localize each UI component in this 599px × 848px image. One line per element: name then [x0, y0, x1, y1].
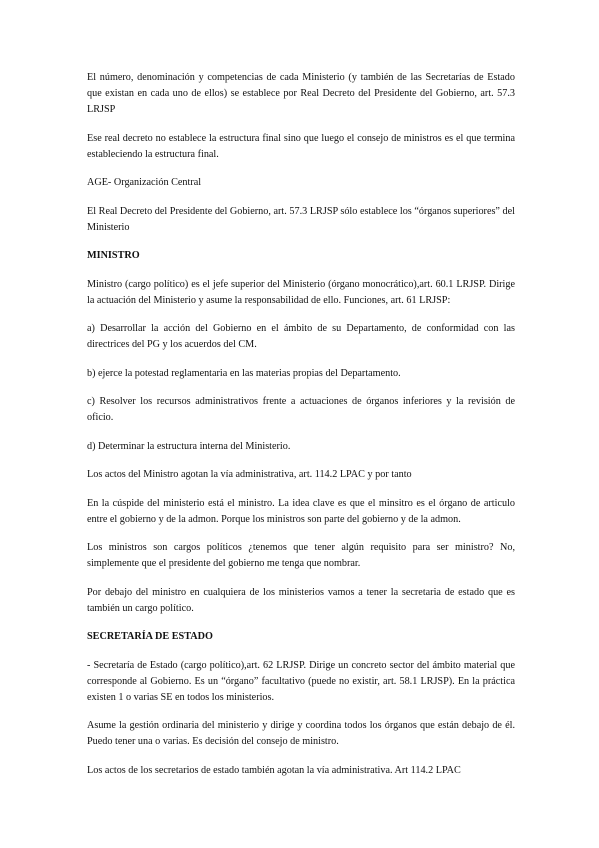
paragraph-secretaria-definicion: - Secretaría de Estado (cargo político),art. 62 LRJSP. Dirige un concreto sector del ámbito material que corresponde al Gobierno. Es un “órgano” facultativo (puede no existir, art. 58.1 LRJSP). En la práctica existen 1 o varias SE en todos los ministerios. — [87, 659, 515, 703]
heading-secretaria-de-estado: SECRETARÍA DE ESTADO — [87, 631, 213, 642]
paragraph-numero-denominacion: El número, denominación y competencias de cada Ministerio (y también de las Secretarías de Estado que existan en cada uno de ellos) se establece por Real Decreto del Presidente del Gobierno, art. 57.3 LRJSP — [87, 72, 515, 115]
paragraph-funcion-d: d) Determinar la estructura interna del Ministerio. — [87, 440, 291, 452]
paragraph-age-organizacion: AGE- Organización Central — [87, 177, 202, 188]
paragraph-cuspide-ministerio: En la cúspide del ministerio está el ministro. La idea clave es que el minsitro es el órgano de articulo entre el gobierno y de la admon. Porque los ministros son parte del gobierno y de la admon. — [87, 497, 515, 525]
paragraph-cargos-politicos: Los ministros son cargos políticos ¿tenemos que tener algún requisito para ser ministro? No, simplemente que el presidente del gobierno me tenga que nombrar. — [87, 542, 515, 569]
paragraph-funcion-a: a) Desarrollar la acción del Gobierno en el ámbito de su Departamento, de conformidad con las directrices del PG y los acuerdos del CM. — [87, 323, 515, 350]
paragraph-actos-ministro: Los actos del Ministro agotan la vía administrativa, art. 114.2 LPAC y por tanto — [87, 469, 412, 480]
paragraph-organos-superiores: El Real Decreto del Presidente del Gobierno, art. 57.3 LRJSP sólo establece los “órganos superiores” del Ministerio — [87, 205, 515, 233]
paragraph-por-debajo-ministro: Por debajo del ministro en cualquiera de los ministerios vamos a tener la secretaria de estado que es también un cargo político. — [87, 586, 515, 614]
paragraph-real-decreto-estructura: Ese real decreto no establece la estructura final sino que luego el consejo de ministros es el que termina estableciendo la estructura final. — [87, 132, 515, 160]
document-page — [87, 70, 515, 791]
paragraph-actos-secretarios: Los actos de los secretarios de estado también agotan la vía administrativa. Art 114.2 LPAC — [87, 764, 461, 776]
paragraph-funcion-c: c) Resolver los recursos administrativos frente a actuaciones de órganos inferiores y la revisión de oficio. — [87, 396, 515, 423]
heading-ministro: MINISTRO — [87, 250, 140, 261]
paragraph-gestion-ordinaria: Asume la gestión ordinaria del ministerio y dirige y coordina todos los órganos que están debajo de él. Puedo tener una o varias. Es decisión del consejo de ministro. — [87, 720, 515, 747]
paragraph-funcion-b: b) ejerce la potestad reglamentaria en las materias propias del Departamento. — [87, 367, 401, 379]
paragraph-ministro-definicion: Ministro (cargo político) es el jefe superior del Ministerio (órgano monocrático),art. 60.1 LRJSP. Dirige la actuación del Ministerio y asume la responsabilidad de ello. Funciones, art. 61 LRJSP: — [87, 278, 515, 306]
